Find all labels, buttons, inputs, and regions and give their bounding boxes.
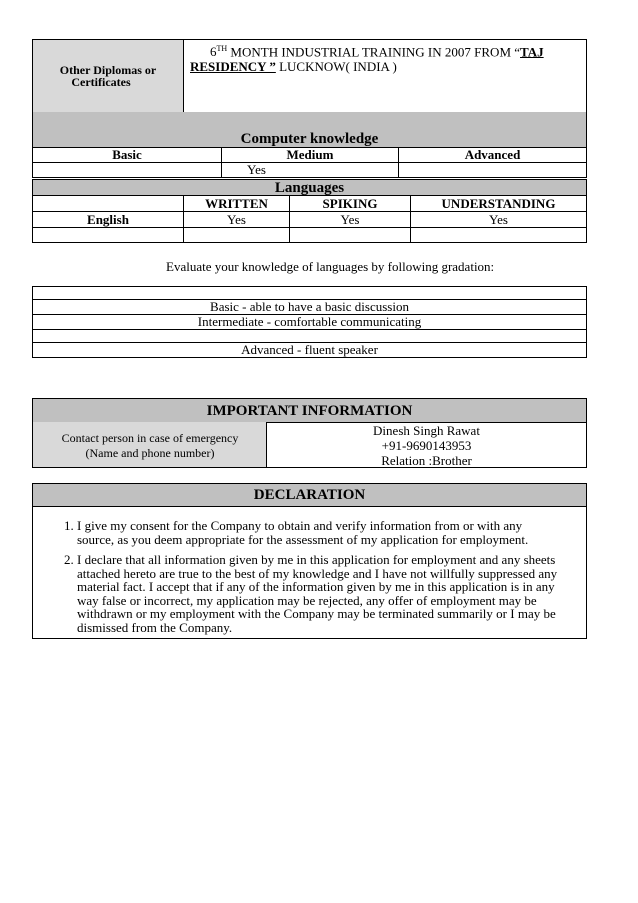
computer-header-medium: Medium bbox=[222, 148, 399, 163]
computer-advanced-value bbox=[399, 163, 587, 178]
important-title: IMPORTANT INFORMATION bbox=[206, 403, 413, 419]
contact-name: Dinesh Singh Rawat bbox=[373, 423, 480, 438]
language-empty-cell bbox=[290, 228, 411, 243]
language-spiking: Yes bbox=[290, 212, 411, 228]
gradation-intro: Evaluate your knowledge of languages by following gradation: bbox=[166, 259, 495, 274]
computer-medium-value: Yes bbox=[222, 163, 399, 178]
languages-header-blank bbox=[33, 196, 184, 212]
language-name: English bbox=[33, 212, 184, 228]
contact-label-line1: Contact person in case of emergency bbox=[61, 431, 239, 445]
diplomas-label-line2: Certificates bbox=[71, 75, 131, 89]
diplomas-content-cell bbox=[183, 39, 587, 113]
languages-section-header bbox=[32, 179, 587, 196]
languages-table bbox=[32, 195, 587, 243]
computer-header-advanced: Advanced bbox=[399, 148, 587, 163]
contact-value-cell bbox=[266, 422, 587, 468]
language-empty-cell bbox=[33, 228, 184, 243]
declaration-item: 1. I give my consent for the Company to obtain and verify information from or with any source, as you deem appropriate for the assessment of my application for employment. bbox=[77, 519, 558, 546]
languages-title: Languages bbox=[274, 180, 345, 196]
language-written: Yes bbox=[184, 212, 290, 228]
language-empty-cell bbox=[411, 228, 587, 243]
computer-table bbox=[32, 147, 587, 178]
diplomas-label-line1: Other Diplomas or bbox=[59, 63, 157, 77]
computer-header-basic: Basic bbox=[33, 148, 222, 163]
contact-label-line2: (Name and phone number) bbox=[85, 446, 215, 460]
declaration-title: DECLARATION bbox=[253, 487, 366, 503]
computer-section-header bbox=[32, 112, 587, 148]
declaration-body bbox=[32, 506, 587, 639]
important-section-header bbox=[32, 398, 587, 423]
gradation-table bbox=[32, 286, 587, 358]
training-text: 6TH MONTH INDUSTRIAL TRAINING IN 2007 FROM “TAJ RESIDENCY ” LUCKNOW( INDIA ) bbox=[190, 44, 544, 75]
declaration-list bbox=[33, 519, 586, 634]
gradation-row: Basic - able to have a basic discussion bbox=[33, 300, 587, 315]
language-empty-cell bbox=[184, 228, 290, 243]
contact-label-cell bbox=[32, 422, 267, 468]
declaration-item: 2. I declare that all information given by me in this application for employment and any sheets attached hereto are true to the best of my knowledge and I have not willfully suppressed any material fact. I accept that if any of the information given by me in this application is in any way false or incorrect, my application may be rejected, any offer of employment may be withdrawn or my employment with the Company may be terminated summarily or I may be dismissed from the Company. bbox=[77, 553, 558, 634]
contact-phone: +91-9690143953 bbox=[381, 438, 472, 453]
gradation-row bbox=[33, 330, 587, 343]
computer-title: Computer knowledge bbox=[240, 131, 379, 147]
declaration-section-header bbox=[32, 483, 587, 507]
languages-header-spiking: SPIKING bbox=[290, 196, 411, 212]
gradation-row: Intermediate - comfortable communicating bbox=[33, 315, 587, 330]
contact-relation: Relation :Brother bbox=[381, 453, 472, 468]
diplomas-label-cell bbox=[32, 39, 184, 113]
gradation-row bbox=[33, 287, 587, 300]
gradation-row: Advanced - fluent speaker bbox=[33, 343, 587, 358]
language-understanding: Yes bbox=[411, 212, 587, 228]
computer-basic-value bbox=[33, 163, 222, 178]
languages-header-written: WRITTEN bbox=[184, 196, 290, 212]
languages-header-understanding: UNDERSTANDING bbox=[411, 196, 587, 212]
